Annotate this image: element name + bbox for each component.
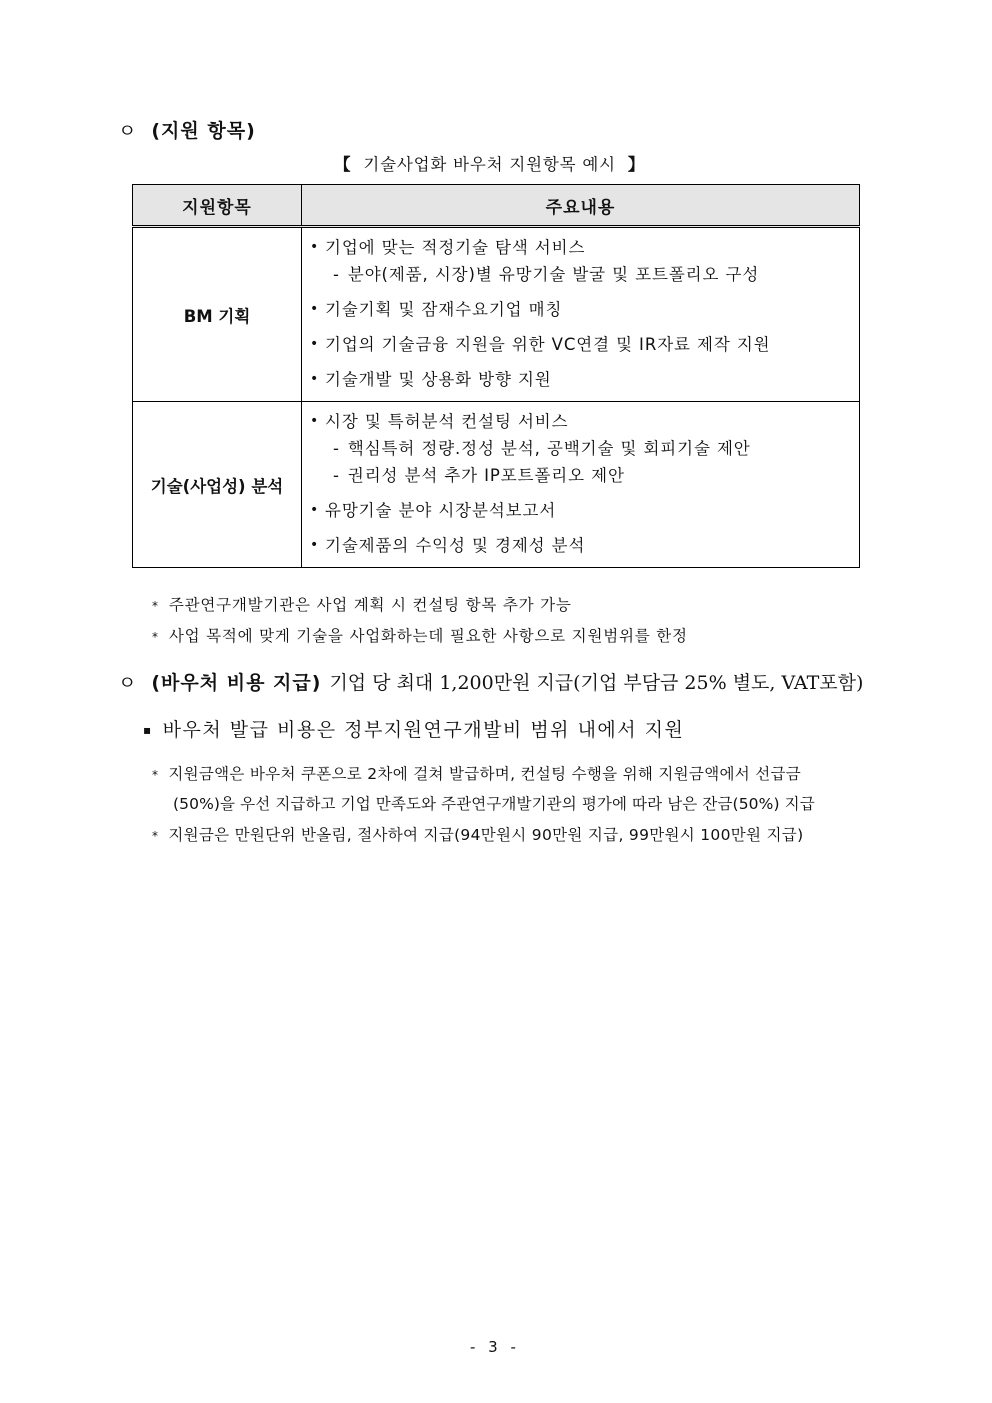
section-title: (지원 항목)	[151, 120, 256, 142]
list-item	[310, 366, 859, 393]
section-title: (바우처 비용 지급)	[151, 672, 322, 694]
list-item	[310, 331, 859, 358]
bullet-text: 시장 및 특허분석 컨설팅 서비스	[325, 412, 569, 431]
row-content	[302, 402, 860, 568]
sub-item	[325, 435, 751, 462]
square-bullet-text: 바우처 발급 비용은 정부지원연구개발비 범위 내에서 지원	[162, 719, 685, 741]
caption-close-bracket: 】	[627, 155, 646, 174]
bullet-dot: •	[310, 336, 320, 352]
list-item	[310, 234, 859, 288]
bullet-text: 기업에 맞는 적정기술 탐색 서비스	[325, 238, 586, 257]
square-bullet-item	[143, 715, 684, 742]
bullet-text: 기업의 기술금융 지원을 위한 VC연결 및 IR자료 제작 지원	[325, 335, 771, 354]
dash: -	[333, 265, 340, 284]
list-item	[310, 296, 859, 323]
sub-text: 핵심특허 정량.정성 분석, 공백기술 및 회피기술 제안	[347, 439, 751, 458]
note-payment-schedule-cont: (50%)을 우선 지급하고 기업 만족도와 주관연구개발기관의 평가에 따라 남은 잔금(50%) 지급	[173, 795, 815, 813]
note-text: 사업 목적에 맞게 기술을 사업화하는데 필요한 사항으로 지원범위를 한정	[168, 627, 688, 645]
bullet-text: 기술제품의 수익성 및 경제성 분석	[325, 536, 586, 555]
bullet-dot: •	[310, 502, 320, 518]
square-bullet-icon: ▪	[143, 723, 153, 737]
asterisk: *	[152, 599, 159, 613]
note-text: 지원금은 만원단위 반올림, 절사하여 지급(94만원시 90만원 지급, 99만원시 100만원 지급)	[168, 826, 804, 844]
sub-item	[325, 462, 751, 489]
circle-marker: ㅇ	[118, 672, 138, 694]
table-caption	[334, 151, 645, 175]
header-main-content: 주요내용	[302, 185, 860, 227]
sub-text: 권리성 분석 추가 IP포트폴리오 제안	[347, 466, 625, 485]
caption-text: 기술사업화 바우처 지원항목 예시	[363, 155, 616, 174]
asterisk: *	[152, 630, 159, 644]
sub-item	[325, 261, 759, 288]
asterisk: *	[152, 829, 159, 843]
section-text: 기업 당 최대 1,200만원 지급(기업 부담금 25% 별도, VAT포함)	[329, 672, 864, 694]
note-rounding	[152, 823, 803, 845]
section-heading-support-items	[118, 116, 256, 143]
note-support-scope	[152, 624, 688, 646]
note-consulting-addition	[152, 593, 572, 615]
row-item-bm-planning: BM 기획	[133, 227, 302, 402]
header-support-item: 지원항목	[133, 185, 302, 227]
sub-text: 분야(제품, 시장)별 유망기술 발굴 및 포트폴리오 구성	[347, 265, 760, 284]
list-item	[310, 408, 859, 489]
section-heading-voucher-payment	[118, 668, 863, 695]
list-item	[310, 497, 859, 524]
bullet-dot: •	[310, 413, 320, 429]
bullet-dot: •	[310, 371, 320, 387]
bullet-dot: •	[310, 239, 320, 255]
note-text: 주관연구개발기관은 사업 계획 시 컨설팅 항목 추가 가능	[168, 596, 572, 614]
bullet-dot: •	[310, 537, 320, 553]
note-payment-schedule	[152, 762, 801, 784]
support-items-table	[132, 184, 860, 568]
note-text: 지원금액은 바우처 쿠폰으로 2차에 걸쳐 발급하며, 컨설팅 수행을 위해 지원금액에서 선급금	[168, 765, 802, 783]
circle-marker: ㅇ	[118, 120, 138, 142]
table-row	[133, 227, 860, 402]
row-content	[302, 227, 860, 402]
page-number: - 3 -	[470, 1338, 520, 1356]
bullet-text: 기술개발 및 상용화 방향 지원	[325, 370, 552, 389]
table-header-row	[133, 185, 860, 227]
bullet-text: 유망기술 분야 시장분석보고서	[325, 501, 557, 520]
row-item-tech-analysis: 기술(사업성) 분석	[133, 402, 302, 568]
list-item	[310, 532, 859, 559]
bullet-text: 기술기획 및 잠재수요기업 매칭	[325, 300, 563, 319]
caption-open-bracket: 【	[334, 155, 352, 174]
bullet-dot: •	[310, 301, 320, 317]
table-row	[133, 402, 860, 568]
dash: -	[333, 466, 340, 485]
asterisk: *	[152, 768, 159, 782]
dash: -	[333, 439, 340, 458]
